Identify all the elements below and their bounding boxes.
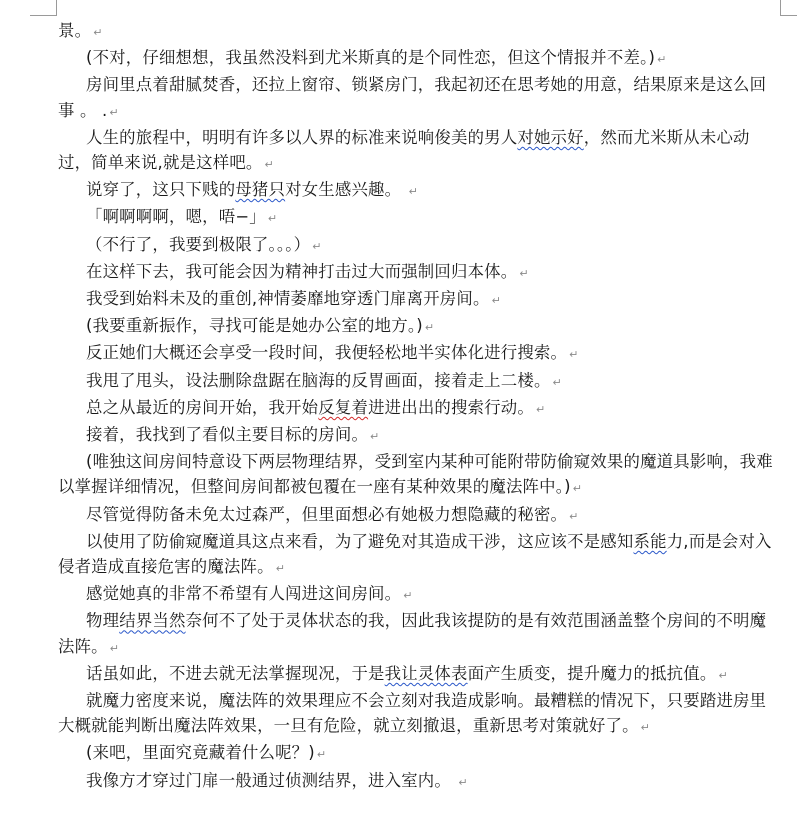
paragraph-mark-icon: ↵ — [403, 589, 413, 603]
paragraph[interactable] — [58, 177, 778, 204]
paragraph-text: 「啊啊啊啊，嗯，唔−」 — [86, 207, 266, 227]
paragraph-mark-icon: ↵ — [572, 482, 583, 496]
paragraph[interactable] — [58, 232, 778, 259]
paragraph-text: 面产生质变，提升魔力的抵抗值。 — [467, 663, 717, 683]
paragraph-text: 对女生感兴趣。 — [285, 180, 407, 200]
crop-mark-top-left — [30, 0, 57, 16]
paragraph[interactable] — [58, 768, 778, 795]
paragraph-text: 反正她们大概还会享受一段时间，我便轻松地半实体化进行搜索。 — [86, 343, 568, 363]
grammar-squiggle: 系能 — [633, 531, 667, 551]
document-body[interactable] — [58, 18, 778, 795]
paragraph[interactable] — [58, 204, 778, 231]
paragraph-mark-icon: ↵ — [316, 748, 327, 762]
paragraph-text: 景。 — [58, 21, 92, 40]
paragraph-text: 房间里点着甜腻焚香，还拉上窗帘、锁紧房门，我起初还在思考她的用意，结果原来是这么回事 。 . — [58, 75, 767, 120]
paragraph-text: 我受到始料未及的重创,神情萎靡地穿透门扉离开房间。 — [86, 289, 490, 309]
paragraph[interactable] — [58, 340, 778, 367]
paragraph[interactable] — [58, 529, 778, 581]
paragraph-text: (来吧，里面究竟藏着什么呢？) — [86, 743, 315, 763]
paragraph[interactable] — [58, 581, 778, 608]
paragraph-mark-icon: ↵ — [519, 266, 529, 280]
paragraph[interactable] — [58, 45, 778, 72]
grammar-squiggle: 母猪只 — [235, 180, 286, 200]
paragraph[interactable] — [58, 286, 778, 313]
paragraph-mark-icon: ↵ — [264, 158, 274, 172]
paragraph-text: 总之从最近的房间开始，我开始 — [86, 397, 319, 417]
paragraph-mark-icon: ↵ — [718, 668, 728, 682]
grammar-squiggle: 结界当然 — [119, 611, 186, 631]
paragraph-text: 以使用了防偷窥魔道具这点来看，为了避免对其造成干涉，这应该不是感知 — [86, 531, 634, 551]
paragraph[interactable] — [58, 502, 778, 529]
paragraph-text: ，然而尤米斯从未心动过，简单来说,就是这样吧。 — [58, 127, 750, 173]
paragraph[interactable] — [58, 661, 778, 688]
paragraph-mark-icon: ↵ — [93, 26, 103, 39]
paragraph-text: 进进出出的搜索行动。 — [368, 397, 534, 417]
paragraph[interactable] — [58, 18, 778, 45]
paragraph-text: 就魔力密度来说，魔法阵的效果理应不会立刻对我造成影响。最糟糕的情况下，只要踏进房里大概就能判断出魔法阵效果，一旦有危险，就立刻撤退，重新思考对策就好了。 — [58, 691, 767, 736]
paragraph-mark-icon: ↵ — [370, 430, 380, 444]
paragraph-mark-icon: ↵ — [552, 375, 562, 389]
paragraph[interactable] — [58, 740, 778, 767]
paragraph-mark-icon: ↵ — [569, 509, 579, 523]
paragraph-mark-icon: ↵ — [657, 53, 667, 67]
paragraph-text: 感觉她真的非常不希望有人闯进这间房间。 — [86, 584, 402, 604]
spelling-squiggle: 反复着 — [318, 397, 369, 417]
paragraph-mark-icon: ↵ — [535, 402, 546, 416]
paragraph-text: 在这样下去，我可能会因为精神打击过大而强制回归本体。 — [86, 261, 518, 281]
paragraph-text: 接着，我找到了看似主要目标的房间。 — [86, 425, 369, 445]
paragraph-mark-icon: ↵ — [275, 562, 286, 576]
paragraph-text: 说穿了，这只下贱的 — [86, 180, 236, 200]
paragraph-text: 尽管觉得防备未免太过森严，但里面想必有她极力想隐藏的秘密。 — [86, 504, 568, 524]
paragraph-text: (不对，仔细想想，我虽然没料到尤米斯真的是个同性恋，但这个情报并不差。) — [86, 48, 656, 68]
paragraph[interactable] — [58, 125, 778, 177]
paragraph-text: 话虽如此，不进去就无法掌握现况，于是 — [86, 663, 385, 683]
grammar-squiggle: 对她示好 — [517, 127, 584, 147]
paragraph-mark-icon: ↵ — [109, 105, 119, 119]
paragraph-text: (我要重新振作，寻找可能是她办公室的地方。) — [86, 316, 423, 336]
paragraph-mark-icon: ↵ — [640, 721, 651, 735]
paragraph[interactable] — [58, 259, 778, 286]
paragraph-text: (唯独这间房间特意设下两层物理结界，受到室内某种可能附带防偷窥效果的魔道具影响，我难以掌握详细情况，但整间房间都被包覆在一座有某种效果的魔法阵中。) — [58, 452, 773, 497]
paragraph[interactable] — [58, 608, 778, 660]
paragraph-mark-icon: ↵ — [267, 212, 278, 226]
paragraph-mark-icon: ↵ — [109, 641, 120, 655]
paragraph-text: 我像方才穿过门扉一般通过侦测结界，进入室内。 — [86, 770, 457, 790]
paragraph[interactable] — [58, 688, 778, 740]
paragraph-mark-icon: ↵ — [491, 294, 502, 308]
paragraph[interactable] — [58, 395, 778, 422]
paragraph-mark-icon: ↵ — [312, 239, 322, 253]
paragraph-text: 人生的旅程中，明明有许多以人界的标准来说响俊美的男人 — [86, 127, 518, 147]
paragraph-mark-icon: ↵ — [458, 775, 468, 789]
paragraph-text: 我甩了甩头，设法删除盘踞在脑海的反胃画面，接着走上二楼。 — [86, 370, 551, 390]
paragraph[interactable] — [58, 368, 778, 395]
paragraph-mark-icon: ↵ — [424, 321, 435, 335]
paragraph-mark-icon: ↵ — [408, 185, 419, 199]
paragraph[interactable] — [58, 449, 778, 501]
grammar-squiggle: 我让灵体表 — [384, 663, 468, 683]
paragraph[interactable] — [58, 313, 778, 340]
paragraph-text: 奈何不了处于灵体状态的我，因此我该提防的是有效范围涵盖整个房间的不明魔法阵。 — [58, 611, 767, 656]
paragraph[interactable] — [58, 422, 778, 449]
paragraph-text: （不行了，我要到极限了。。。） — [86, 234, 311, 254]
paragraph[interactable] — [58, 72, 778, 124]
paragraph-text: 物理 — [86, 611, 120, 631]
paragraph-text: 力,而是会对入侵者造成直接危害的魔法阵。 — [58, 531, 772, 577]
paragraph-mark-icon: ↵ — [569, 348, 579, 362]
crop-mark-top-right — [780, 0, 797, 16]
